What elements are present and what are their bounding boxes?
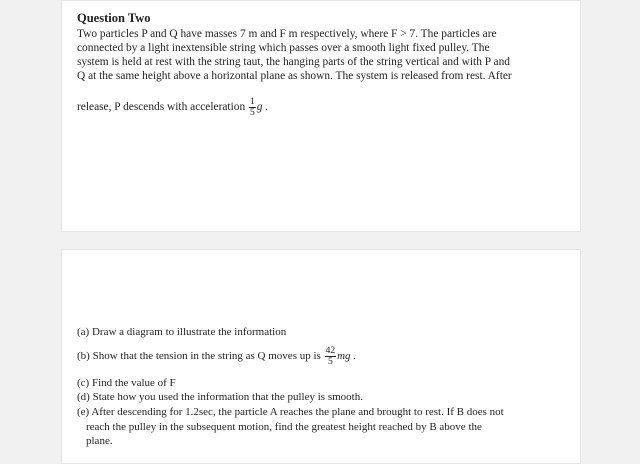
part-e-line: plane.: [86, 435, 113, 447]
question-card: [61, 0, 581, 232]
tension-fraction: [325, 346, 337, 367]
paragraph-line: Q at the same height above a horizontal plane as shown. The system is released from rest. After: [77, 70, 512, 82]
question-paragraph: [77, 27, 571, 83]
part-b: [77, 346, 567, 367]
tension-unit: mg .: [337, 350, 357, 363]
part-e-line: reach the pulley in the subsequent motion, find the greatest height reached by B above the: [86, 420, 482, 433]
acceleration-fraction: [249, 97, 256, 118]
fraction-denominator: 5: [327, 357, 333, 367]
paragraph-line: connected by a light inextensible string which passes over a smooth light fixed pulley. The: [77, 42, 490, 54]
acceleration-unit: g .: [256, 101, 269, 114]
part-a: (a) Draw a diagram to illustrate the information: [77, 326, 287, 338]
fraction-numerator: 42: [325, 346, 336, 356]
part-e-line: (e) After descending for 1.2sec, the particle A reaches the plane and brought to rest. If B does not: [77, 406, 504, 418]
question-title: Question Two: [77, 11, 151, 25]
acceleration-line: [77, 97, 268, 118]
parts-card: [61, 249, 581, 464]
acceleration-text: release, P descends with acceleration: [77, 101, 246, 114]
fraction-numerator: 1: [250, 97, 255, 107]
paragraph-line: system is held at rest with the string taut, the hanging parts of the string vertical and with P and: [77, 56, 510, 68]
part-b-text: (b) Show that the tension in the string as Q moves up is: [77, 350, 321, 363]
part-c: (c) Find the value of F: [77, 377, 176, 389]
part-e: [77, 405, 567, 449]
fraction-denominator: 5: [250, 108, 255, 118]
paragraph-line: Two particles P and Q have masses 7 m and F m respectively, where F > 7. The particles are: [77, 28, 497, 40]
part-d: (d) State how you used the information that the pulley is smooth.: [77, 391, 363, 403]
